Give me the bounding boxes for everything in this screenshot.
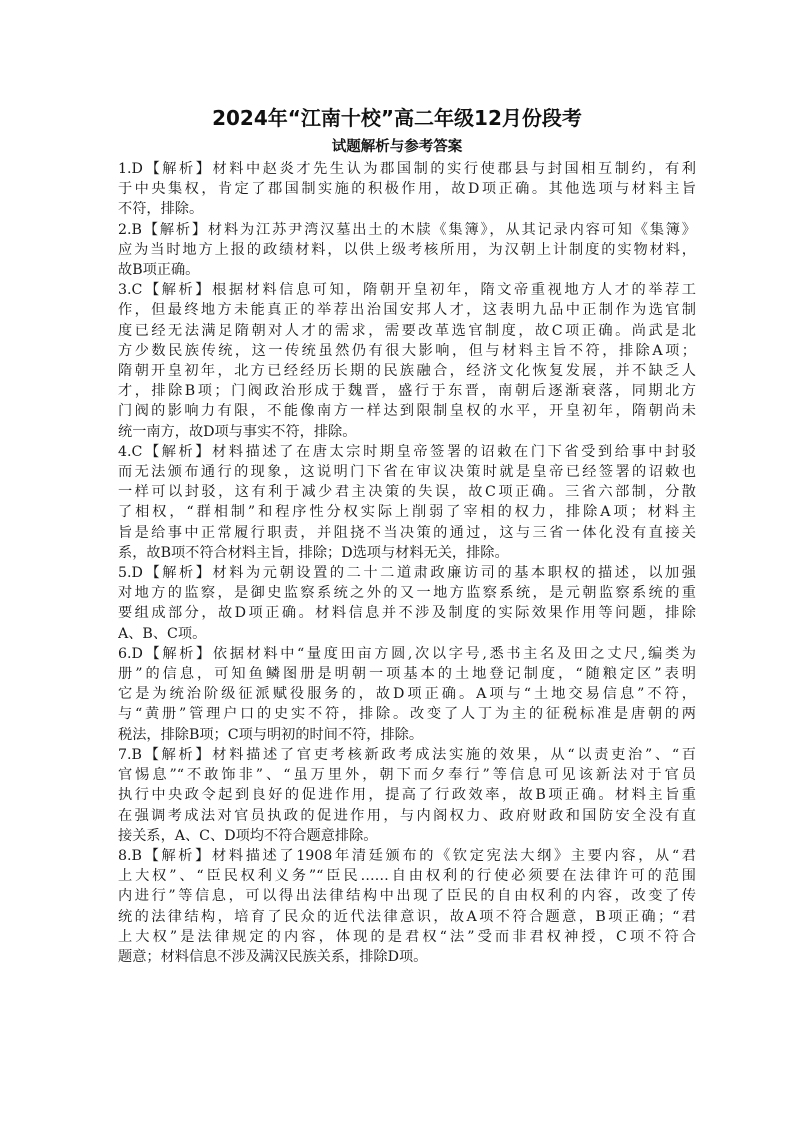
- answer-line: 于中央集权，肯定了郡国制实施的积极作用，故D项正确。其他选项与材料主旨: [118, 181, 696, 198]
- answer-item-2: [118, 220, 696, 281]
- answer-line: 统一南方，故D项与事实不符，排除。: [118, 423, 357, 440]
- answer-item-4: [118, 442, 696, 563]
- document-title: 2024年“江南十校”高二年级12月份段考: [212, 106, 582, 130]
- answer-line: 而无法颁布通行的现象，这说明门下省在审议决策时就是皇帝已经签署的诏敕也: [118, 464, 696, 481]
- answer-line: 要组成部分，故D项正确。材料信息并不涉及制度的实际效果作用等问题，排除: [118, 605, 696, 622]
- answer-item-5: [118, 563, 696, 644]
- answer-line: 6.D【解析】依据材料中“量度田亩方圆,次以字号,悉书主名及田之丈尺,编类为: [118, 645, 696, 662]
- answer-item-8: [118, 846, 696, 967]
- answer-line: 作，但最终地方未能真正的举荐出治国安邦人才，这表明九品中正制作为选官制: [118, 302, 696, 319]
- answer-line: 1.D【解析】材料中赵炎才先生认为郡国制的实行使郡县与封国相互制约，有利: [118, 161, 696, 177]
- answer-line: 接关系，A、C、D项均不符合题意排除。: [118, 827, 378, 844]
- answer-line: 故B项正确。: [118, 262, 200, 279]
- answer-line: 才，排除B项；门阀政治形成于魏晋，盛行于东晋，南朝后逐渐衰落，同期北方: [118, 383, 696, 400]
- answer-line: 2.B【解析】材料为江苏尹湾汉墓出土的木牍《集簿》，从其记录内容可知《集簿》: [118, 221, 696, 238]
- answer-line: 了相权，“群相制”和程序性分权实际上削弱了宰相的权力，排除A项；材料主: [118, 504, 696, 521]
- answer-item-3: [118, 280, 696, 442]
- answer-item-6: [118, 644, 696, 745]
- answer-line: 对地方的监察，是御史监察系统之外的又一地方监察系统，是元朝监察系统的重: [118, 585, 696, 602]
- answer-line: 7.B【解析】材料描述了官吏考核新政考成法实施的效果，从“以责吏治”、“百: [118, 746, 696, 763]
- answer-line: 册”的信息，可知鱼鳞图册是明朝一项基本的土地登记制度，“随粮定区”表明: [118, 666, 696, 683]
- answer-line: 它是为统治阶级征派赋役服务的，故D项正确。A项与“土地交易信息”不符，: [118, 686, 696, 703]
- answer-line: 在强调考成法对官员执政的促进作用，与内阁权力、政府财政和国防安全没有直: [118, 807, 696, 824]
- answer-line: 统的法律结构，培育了民众的近代法律意识，故A项不符合题意，B项正确；“君: [118, 908, 696, 925]
- answer-line: 旨是给事中正常履行职责，并阻挠不当决策的通过，这与三省一体化没有直接关: [118, 524, 696, 541]
- answer-item-1: [118, 159, 696, 220]
- answer-line: 题意；材料信息不涉及满汉民族关系，排除D项。: [118, 948, 428, 965]
- answer-line: 门阀的影响力有限，不能像南方一样达到限制皇权的水平，开皇初年，隋朝尚未: [118, 403, 696, 420]
- document-subtitle: 试题解析与参考答案: [331, 139, 463, 155]
- answer-line: 不符，排除。: [118, 201, 204, 218]
- answer-line: 一样可以封驳，这有利于减少君主决策的失误，故C项正确。三省六部制，分散: [118, 484, 696, 501]
- answers-section: [118, 159, 696, 967]
- answer-line: 度已经无法满足隋朝对人才的需求，需要改革选官制度，故C项正确。尚武是北: [118, 322, 696, 339]
- answer-line: 3.C【解析】根据材料信息可知，隋朝开皇初年，隋文帝重视地方人才的举荐工: [118, 282, 696, 299]
- answer-line: 官惕息”“不敢饰非”、“虽万里外，朝下而夕奉行”等信息可见该新法对于官员: [118, 767, 696, 784]
- answer-line: A、B、C项。: [118, 625, 207, 642]
- answer-line: 隋朝开皇初年，北方已经经历长期的民族融合，经济文化恢复发展，并不缺乏人: [118, 363, 696, 380]
- answer-line: 内进行”等信息，可以得出法律结构中出现了臣民的自由权利的内容，改变了传: [118, 888, 696, 905]
- answer-line: 系，故B项不符合材料主旨，排除；D选项与材料无关，排除。: [118, 544, 509, 561]
- answer-line: 执行中央政令起到良好的促进作用，提高了行政效率，故B项正确。材料主旨重: [118, 787, 696, 804]
- answer-line: 8.B【解析】材料描述了1908年清廷颁布的《钦定宪法大纲》主要内容，从“君: [118, 847, 696, 864]
- answer-line: 5.D【解析】材料为元朝设置的二十二道肃政廉访司的基本职权的描述，以加强: [118, 565, 696, 582]
- answer-line: 上大权”、“臣民权利义务”“臣民……自由权利的行使必须要在法律许可的范围: [118, 868, 696, 885]
- answer-line: 税法，排除B项；C项与明初的时间不符，排除。: [118, 726, 424, 743]
- answer-item-7: [118, 745, 696, 846]
- answer-line: 4.C【解析】材料描述了在唐太宗时期皇帝签署的诏敕在门下省受到给事中封驳: [118, 443, 696, 460]
- answer-line: 与“黄册”管理户口的史实不符，排除。改变了人丁为主的征税标准是唐朝的两: [118, 706, 696, 723]
- answer-line: 应为当时地方上报的政绩材料，以供上级考核所用，为汉朝上计制度的实物材料，: [118, 241, 696, 258]
- answer-line: 方少数民族传统，这一传统虽然仍有很大影响，但与材料主旨不符，排除A项；: [118, 342, 696, 359]
- answer-line: 上大权”是法律规定的内容，体现的是君权“法”受而非君权神授，C项不符合: [118, 928, 696, 945]
